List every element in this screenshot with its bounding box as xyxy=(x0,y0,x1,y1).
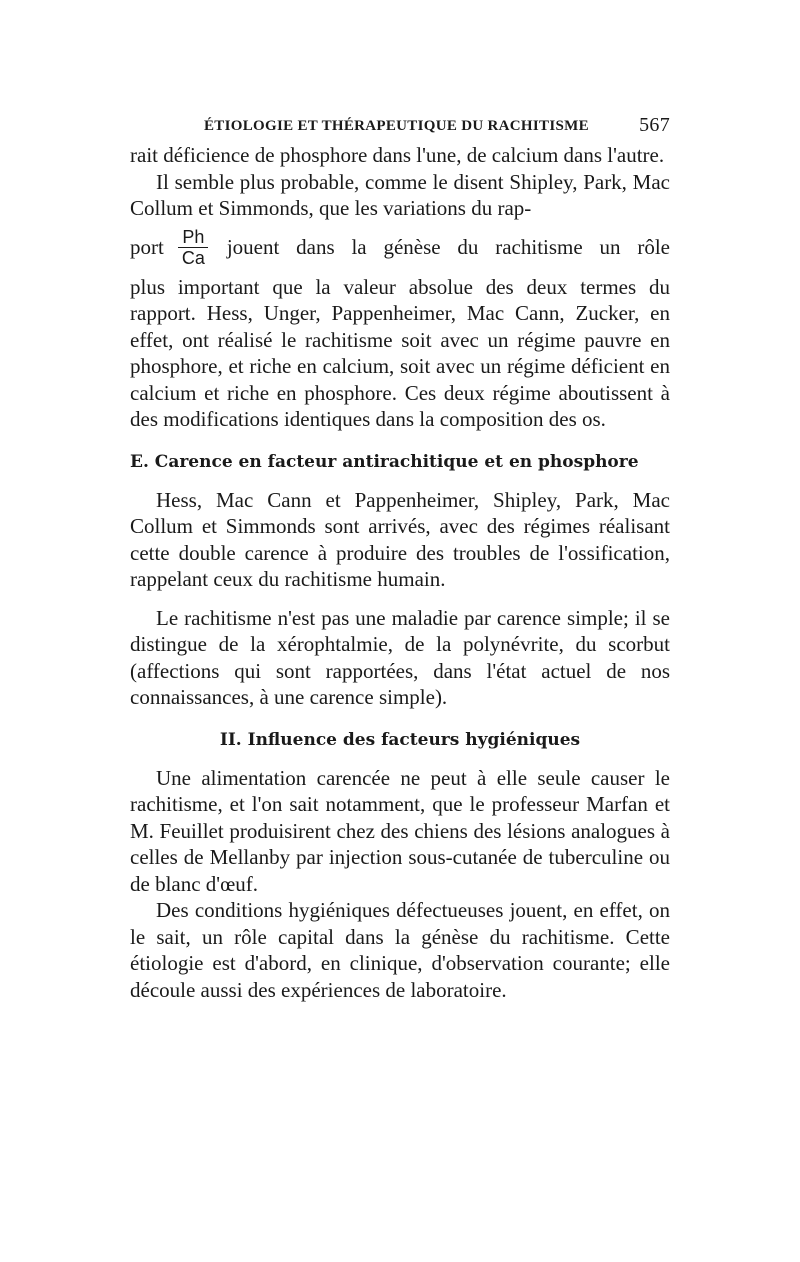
word-before-fraction: port xyxy=(130,235,164,260)
paragraph-6: Des conditions hygiéniques défectueuses jouent, en effet, on le sait, un rôle capital dans la génèse du rachitisme. Cette étiologie est d'abord, en clinique, d'observation courante; elle découle aussi des expériences de laboratoire. xyxy=(130,898,670,1002)
book-page xyxy=(130,112,670,1003)
fraction-numerator: Ph xyxy=(178,227,208,248)
paragraph-1: rait déficience de phosphore dans l'une, de calcium dans l'autre. xyxy=(130,143,665,167)
paragraph-3: Hess, Mac Cann et Pappenheimer, Shipley, Park, Mac Collum et Simmonds sont arrivés, avec des régimes réalisant cette double carence à produire des troubles de l'ossification, rappelant ceux du rachitisme humain. xyxy=(130,487,670,591)
running-title: ÉTIOLOGIE ET THÉRAPEUTIQUE DU RACHITISME xyxy=(204,118,589,134)
paragraph-5: Une alimentation carencée ne peut à elle seule causer le rachitisme, et l'on sait notamment, que le professeur Marfan et M. Feuillet produisirent chez des chiens des lésions analogues à celles de Mellanby par injection sous-cutanée de tuberculine ou de blanc d'œuf. xyxy=(130,765,670,896)
section-heading-ii: II. Influence des facteurs hygiéniques xyxy=(219,729,581,750)
paragraph-4: Le rachitisme n'est pas une maladie par carence simple; il se distingue de la xérophtalmie, de la polynévrite, du scorbut (affections qui sont rapportées, dans l'état actuel de nos connaissances, à une carence simple). xyxy=(130,605,670,709)
paragraph-2-start: Il semble plus probable, comme le disent Shipley, Park, Mac Collum et Simmonds, que les variations du rap- xyxy=(130,169,670,220)
running-header xyxy=(130,112,670,142)
paragraph-2-end: plus important que la valeur absolue des deux termes du rapport. Hess, Unger, Pappenheimer, Mac Cann, Zucker, en effet, ont réalisé le rachitisme soit avec un régime pauvre en phosphore, et riche en calcium, soit avec un régime déficient en calcium et riche en phosphore. Ces deux régime aboutissent à des modifications identiques dans la composition des os. xyxy=(130,274,670,431)
ph-ca-fraction xyxy=(178,227,209,268)
page-number: 567 xyxy=(639,114,670,136)
body-text xyxy=(130,142,670,1003)
fraction-denominator: Ca xyxy=(181,248,205,268)
section-heading-e: E. Carence en facteur antirachitique et en phosphore xyxy=(130,451,639,472)
text-after-fraction: jouent dans la génèse du rachitisme un rôle xyxy=(226,235,670,260)
fraction-line xyxy=(130,222,670,274)
